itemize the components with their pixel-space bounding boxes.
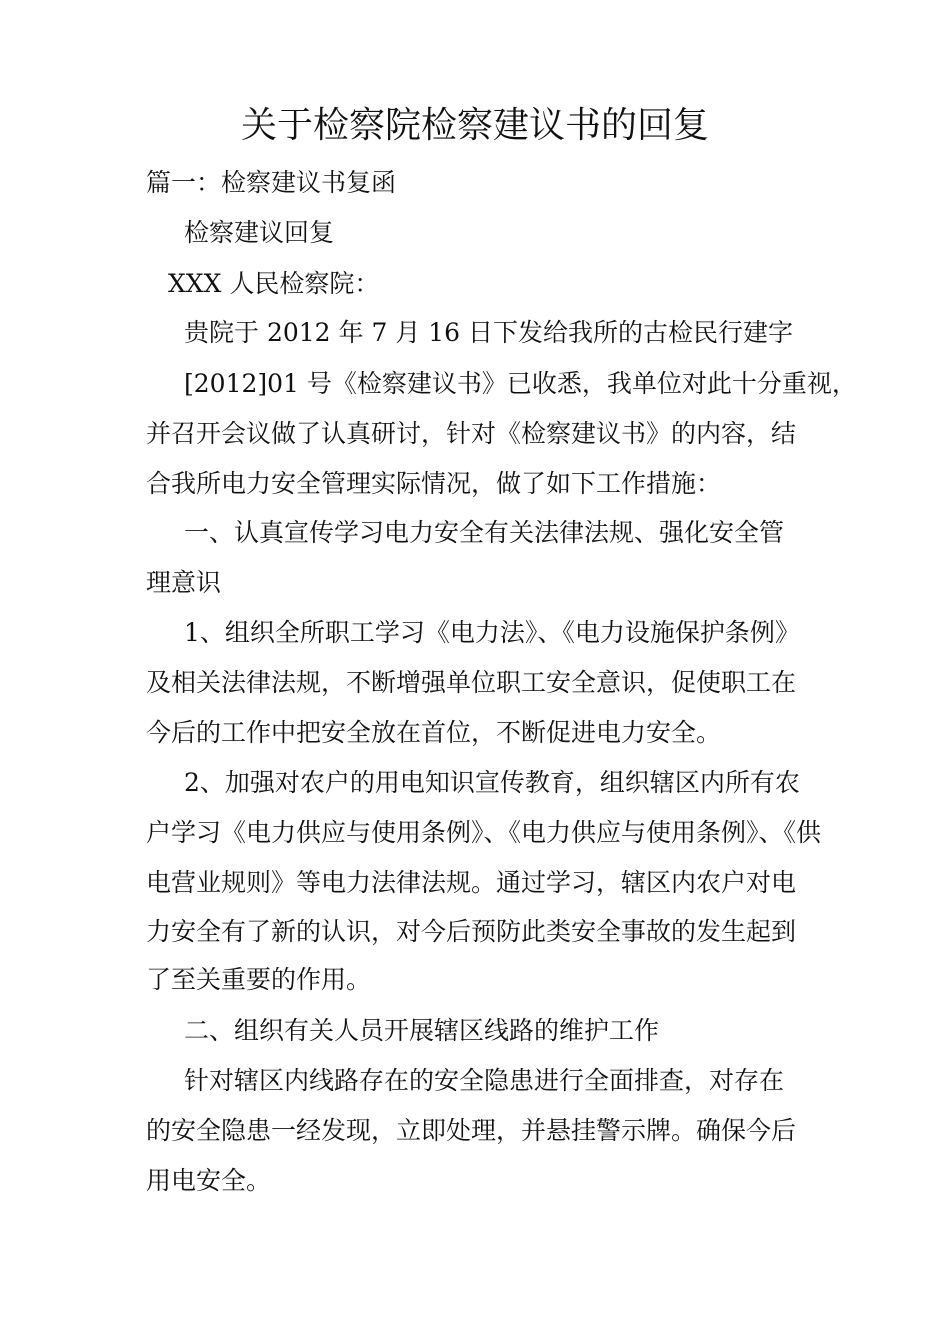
paragraph-line: 力安全有了新的认识，对今后预防此类安全事故的发生起到 <box>146 917 797 946</box>
paragraph-line: 并召开会议做了认真研讨，针对《检察建议书》的内容，结 <box>146 419 797 448</box>
paragraph-line: 的安全隐患一经发现，立即处理，并悬挂警示牌。确保今后 <box>146 1116 797 1145</box>
paragraph-line: 1、组织全所职工学习《电力法》、《电力设施保护条例》 <box>184 618 800 647</box>
paragraph-line: [2012]01 号《检察建议书》已收悉，我单位对此十分重视， <box>184 369 857 398</box>
paragraph-line: 用电安全。 <box>146 1166 272 1195</box>
paragraph-line: 户学习《电力供应与使用条例》、《电力供应与使用条例》、《供 <box>146 818 822 847</box>
section-heading: 一、认真宣传学习电力安全有关法律法规、强化安全管 <box>184 518 785 547</box>
paragraph-line: 针对辖区内线路存在的安全隐患进行全面排查，对存在 <box>184 1066 785 1095</box>
paragraph-line: 贵院于 2012 年 7 月 16 日下发给我所的古检民行建字 <box>184 318 794 347</box>
letter-heading: 检察建议回复 <box>184 218 335 247</box>
document-title: 关于检察院检察建议书的回复 <box>240 105 709 146</box>
paragraph-line: 2、加强对农户的用电知识宣传教育，组织辖区内所有农 <box>184 768 800 797</box>
paragraph-line: 合我所电力安全管理实际情况，做了如下工作措施： <box>146 469 722 498</box>
recipient-line: XXX 人民检察院： <box>168 269 380 298</box>
paragraph-line: 电营业规则》等电力法律法规。通过学习，辖区内农户对电 <box>146 868 797 897</box>
section-heading: 二、组织有关人员开展辖区线路的维护工作 <box>184 1016 660 1045</box>
paragraph-line: 今后的工作中把安全放在首位，不断促进电力安全。 <box>146 718 722 747</box>
section-heading: 篇一：检察建议书复函 <box>146 168 397 197</box>
paragraph-line: 及相关法律法规，不断增强单位职工安全意识，促使职工在 <box>146 668 797 697</box>
section-heading: 理意识 <box>146 568 222 597</box>
paragraph-line: 了至关重要的作用。 <box>146 965 372 994</box>
